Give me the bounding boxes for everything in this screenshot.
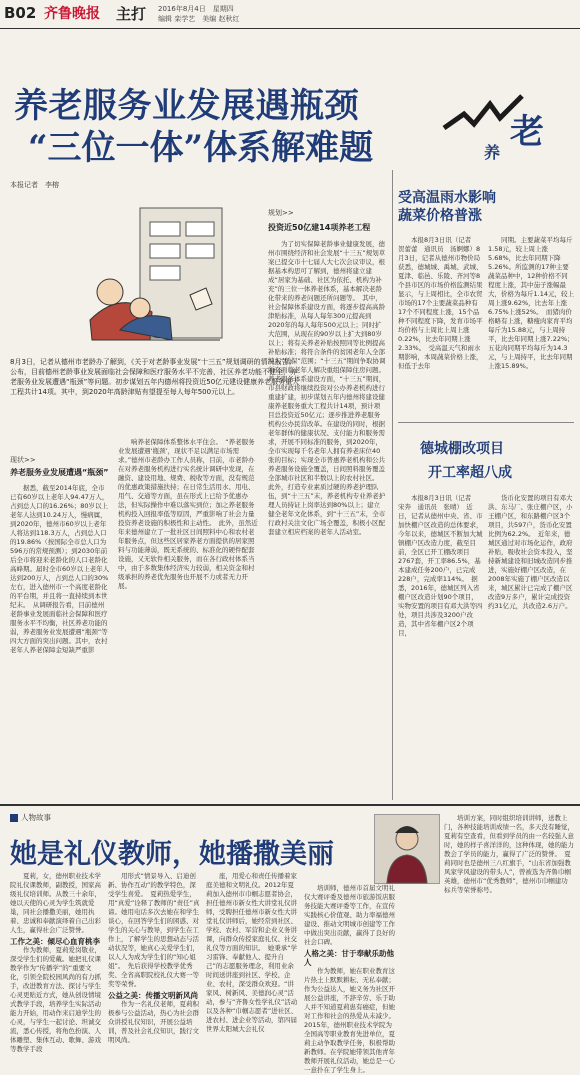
col3-kicker: 规划>> [268, 209, 294, 217]
col1-subhead: 养老服务业发展遭遇“瓶颈” [10, 468, 109, 477]
lower-tag [10, 812, 51, 823]
section-name: 主打 [116, 5, 147, 23]
column-divider [392, 170, 393, 800]
lower-col3 [206, 872, 298, 1033]
lower-col4-paragraph2: 作为教师，她在职业教育这片热土上默默耕耘、无私奉献；作为公益达人，她义务为社区开展公益讲座，不辞辛劳、乐于助人并不知道夏莉患有癌症，但她对工作和社会的热爱从未减少。 2015年，德州职业技术学院为全国高等职业教育先进单位，夏莉主动争取教学任务，积极帮助新教师。在学院她带领其他青年教师开展礼仪活动，她总是一心一意扑在了学生身上。 [304, 967, 399, 1074]
lower-col1-paragraph2: 作为教师，夏莉爱岗敬业，深受学生们的爱戴。她把礼仪课教学作为“传播学”的“重要文化，引领全院校园风尚的有力抓手，改进教育方法、探讨与学生心灵更贴近方式，她从创设情境式教学手段，培养学生实际活动能力开始，用动作来启迪学生的心灵，与学生一起讨论、坦诚交流，悉心传授，将角色扮演、人体雕塑、集体互动、歌舞、游戏等教学手段 [10, 946, 101, 1053]
lower-col5-paragraph: 培训方案，同时组织培训讲师，送教上门，各种技能培训成绩一名，多天没有睡觉，夏莉有空查看，但看到学员的由一名较强人意时，她的样子喜洋洋的，这种体现，她的能力教会了学员的能力，赢得了广泛的赞誉。 夏莉同时也是德州三八红旗手，“山东省加强教风家学风建设的带头人”，曾被选为齐鲁巾帼英雄，德州市“优秀教师”，德州市巾帼建功标兵等荣誉称号。 [444, 814, 574, 894]
lower-col1-paragraph: 夏莉，女，德州职业技术学院礼仪课教师，副教授，国家高级礼仪培训师。从教三十余年，她以天使的心灵为学生筑就爱巢，同社会播撒美丽，她用执着、忠诚和奉献演绎着自己出彩人生，赢得社会广泛赞誉。 [10, 872, 101, 934]
page-header [0, 0, 580, 29]
tag-marker-icon [10, 814, 18, 822]
story1-title-line2: 蔬菜价格普涨 [398, 208, 482, 224]
sidebar-divider [398, 422, 574, 423]
lower-col5 [444, 814, 574, 980]
lower-col4 [304, 884, 399, 1074]
teacher-photo [374, 814, 440, 884]
lower-col1-heading: 工作之美：倾尽心血育桃李 [10, 937, 100, 946]
header-meta [158, 4, 239, 24]
page-number: B02 [4, 4, 37, 22]
lower-col4-paragraph: 培训师，德州市首届文明礼仪大赛评委及德州市旅游饭店服务技能大赛评委等工作，在宣传实践核心价值观、助力率福德州建设、推动文明城市创建等工作中做出突出贡献，赢得了良好的社会口碑。 [304, 884, 395, 946]
headline-line1: 养老服务业发展遇瓶颈 [14, 86, 359, 126]
issue-date: 2016年8月4日 星期四 [158, 5, 234, 13]
lower-col2 [108, 872, 200, 1044]
lower-tag-label: 人物故事 [21, 813, 51, 822]
story1-body-a [398, 236, 484, 418]
col3-paragraph: 为了切实保障老龄事业健康发展，德州市围绕经济和社会发展“十三五”规划草案已提交市十七届人大七次会议审议，根据基本构思可了解到，德州将建立建成“居家为基础、社区为依托、机构为补充”的三位一体养老体系，基本解决老龄化带来的养老问题还所问题等。 其中，社会保障体系建设方面，将逐步提高高龄津贴标准，从每人每年300元提高到2020年的每人每年500元以上；同时扩大范围，从现在的90岁以上扩大到80岁以上；将有关养老补贴按照同等比例提高补贴标准；将符合条件的贫困老年人全部纳入“低保”范围；“十三五”期间争取协调所有面临老年人解决重组保障住房问题。 养老服务体系建设方面，“十三五”期间，市县财政将继续投资对公办养老机构进行重建扩建，初步谋划五年内德州将建设健康养老服务重大工程共计14项，预计项目总投资近50亿元；逐步推进养老服务机构公办民营改革。在建设的同时，根据老年群体的健康状况、支付能力和服务需求，开展不同标准的服务，到2020年，全市实现每千名老年人拥有养老床位40张的目标；实现全市普惠养老机构和公共养老服务设施全覆盖，日间照料服务覆盖全部城市社区和半数以上的农村社区。 此外，打造专业素质过硬的养老护理队伍，到“十三五”末，养老机构专业养老护理人员持证上岗率达到80%以上；建立健全老年文化体系，到“十三五”末，全市行政村关注文化广场全覆盖，积极小区配套建立相应档案的老年人活动室。 [268, 240, 389, 536]
col1-body [10, 484, 110, 798]
col1-kicker: 现状>> [10, 456, 36, 464]
story2-paragraph-a: 本报8月3日讯（记者 宋奔 通讯员 张晴） 近日，记者从德州中央、省、市加快棚户区改造的总体要求，今年以来，德城区不断加大城镇棚户区改造力度，截至目前，全区已开工棚改项目2767套，开工率86.5%，基本建成任务200户，已完成228户，完成率114%。 据悉，2016年，德城区列入省棚户区改造计划90个项目，实物安置的项目有邓大洪等四处，项目共涉及3200户改造，其中省年棚户区2个项目， [398, 494, 483, 637]
story2-title-line1: 德城棚改项目 [420, 441, 504, 457]
editor-credit: 编辑 栾学艺 美编 赵秋红 [158, 15, 240, 23]
elderly-emblem [440, 88, 570, 168]
lower-headline: 她是礼仪教师，她播撒美丽 [10, 839, 334, 870]
story2-body-b [488, 494, 574, 800]
newspaper-logo: 齐鲁晚报 [44, 6, 100, 22]
lower-col4-heading: 人格之美：甘于奉献乐助他人 [304, 949, 394, 967]
story1-title-line1: 受高温雨水影响 [398, 190, 496, 206]
story2-body-a [398, 494, 484, 800]
lower-col2-heading: 公益之美：传播文明新风尚 [108, 991, 198, 1000]
story2-title-line2: 开工率超八成 [428, 465, 512, 481]
story1-paragraph-a: 本报8月3日讯（记者 贺蕾蕾 通讯员 汤婀娜）8月3日，记者从德州市物价局获悉，德城城、禹城、武城、夏津、临邑、乐陵、齐河等8个县市区的市场价格监测结果显示，与上周相比，全市农贸市场的17个主要蔬菜品种有17个不同程度上涨，15个品种不同程度下降，发育市场平均价格与上周比上周上涨0.22%，比去年同期上涨2.33%。 受高温天气和雨水期影响，本周蔬菜价格上涨，但低于去年 [398, 236, 483, 370]
lower-col2-paragraph2: 作为一名礼仪老师，夏莉积极参与公益活动，热心为社会群众讲授礼仪知识，开展公益培训，普及社会礼仪知识，践行文明风尚。 [108, 1000, 199, 1044]
headline-line2: “三位一体”体系解难题 [28, 128, 374, 168]
lower-col3-paragraph: 座，用爱心和责任传播着家庭美德和文明礼仪。2012年夏莉加入德州市巾帼志愿者协会，担任德州市新女性大讲堂礼仪讲师，受聘担任德州市新女性大讲堂礼仪讲师后，她经常到社区、学校、农村、军营和企业义务讲课，向群众传授家庭礼仪、社交礼仪等方面的知识。 她秉承“学习雷锋、奉献他人、提升自己”的志愿服务理念，利用业余时间送讲座到社区、学校、企业、农村，深受群众欢迎。“讲家风、树新风、美德润心灵”活动，参与“齐鲁女性学礼仪”活动以及各种“巾帼志愿者”进社区、进农村、进企业等活动，第四届世界太阳城大会礼仪 [206, 872, 298, 1033]
col1-paragraph: 据悉，截至2014年底，全市已有60岁以上老年人94.47万人，占到总人口的16.26%；80岁以上老年人达到10.24万人，慢病属，到2020年，德州市60岁以上老年人将达到118.3万人，占到总人口的19.86%（按国际全市总人口为596万的常规预测）；到2030年前后全市将迎来老龄化的人口老龄化高峰期。届时全市60岁以上老年人达到200万人，占到总人口的30%左右，进入德州市一个高度老龄化的平台期，并且将一直持续到本世纪末。 从调研报告看，目前德州老龄事业发展面临社会保障和医疗服务水平不均衡，社区养老功能的弱，养老服务业发展遭遇“瓶颈”等四大方面的突出问题。其中，农村老年人养老保障金短缺严重影 [10, 484, 110, 654]
cartoon-illustration [80, 200, 240, 350]
col2-paragraph: 响养老保障体系整体水平住会。 “养老服务业发展遭遇‘瓶颈’，现状不足以满足市场需求。”德州市老龄办工作人员称，目前，市老龄办在对养老服务机构进行实名统计调研中发现，在融资、建设用地、规费、税收等方面，没有规范的优惠政策措施扶持；在日常生活用水、用电、用气、交通等方面，虽在形式上已给予优惠办法，但实际操作中难以落实到位；加之养老服务机构投入回报率低等原因，严重影响了社会力量投资养老设施的积极性和主动性。 此外，虽然近年来德州建立了一批社区日间照料中心和农村老年服务点，但这些区居家养老方面提供的居家照料与功能薄弱，既无系统的、标准化的硬件配套设施，又无软件相关服务，而在各行政村体系当中，由于多数集体经济实力较弱，相关资金和村级承担的养老优先服务也开展不力或者无力开展。 [118, 438, 258, 590]
story1-body-b [488, 236, 574, 418]
lower-col1 [10, 872, 102, 1053]
emblem-char-old: 老 [510, 112, 544, 152]
story2-paragraph-b: 货币化安置的项目有邓大洪、东马厂、张庄棚户区，小王棚户区，和东路棚户区3个项目，共597户，货币化安置比例为62.2%。 近年来，德城区通过对市场化运作，政府补贴，吸收社会资本投入，坚持新城建设和旧城改造同步推进，实施好棚户区改造，在2008年实施了棚户区改造以来，城区累计已完成了棚户区改造9万多户，累计完成投资约31亿元，共改造2.6万户。 [488, 494, 573, 610]
col3-subhead: 投资近50亿建14项养老工程 [268, 223, 371, 232]
byline: 本报记者 李榕 [10, 181, 59, 189]
lower-section-rule [0, 804, 580, 806]
emblem-char-care: 养 [484, 143, 501, 162]
col2-body [118, 438, 258, 798]
story1-paragraph-b: 同期。主要蔬菜平均每斤1.58元，较上周上涨5.68%，比去年同期下降5.26%。所监测的17种主要蔬菜品种中，12种价格不同程度上涨，其中茄子涨幅最大，价格为每斤1.14元，较上周上涨9.62%，比去年上涨6.75%上涨52%。 而猪肉价格略有上涨，糖瘦肉家育平均每斤为15.88元，与上周持平，比去年同期上涨7.22%；五花肉同期平均每斤为14.3元，与上周持平，比去年同期上涨15.89%。 [488, 236, 574, 370]
lower-col2-paragraph: 用形式“情景导入、启迪创新、协作互动”的教学特色，深受学生喜爱。 夏莉热爱学生，用“真爱”诠释了教师的“责任”真谛。她用电话多次去她在和学生谈心，在回答学生们的困惑、对学生的关心与教导，到学生在工作上，了解学生的思想动态与活动状况等，她真心关爱学生们，以人人为成为学生们的“知心姐姐”。 先后获得学校教学优秀奖、全省高职院校礼仪大赛一等奖等荣誉。 [108, 872, 200, 988]
lead-caption: 8月3日，记者从德州市老龄办了解到，《关于对老龄事业发展“十三五”规划调研的情况报告》公布，目前德州老龄事业发展面临社会保障和医疗服务水平不完善，社区养老功能不健全，养老服务业发展遭遇“瓶颈”等问题。初步谋划五年内德州将投资近50亿元建设健康养老服务重大工程共计14项。其中，到2020年高龄津贴有望提至每人每年500元以上。 [10, 358, 300, 396]
col3-body [268, 240, 389, 800]
